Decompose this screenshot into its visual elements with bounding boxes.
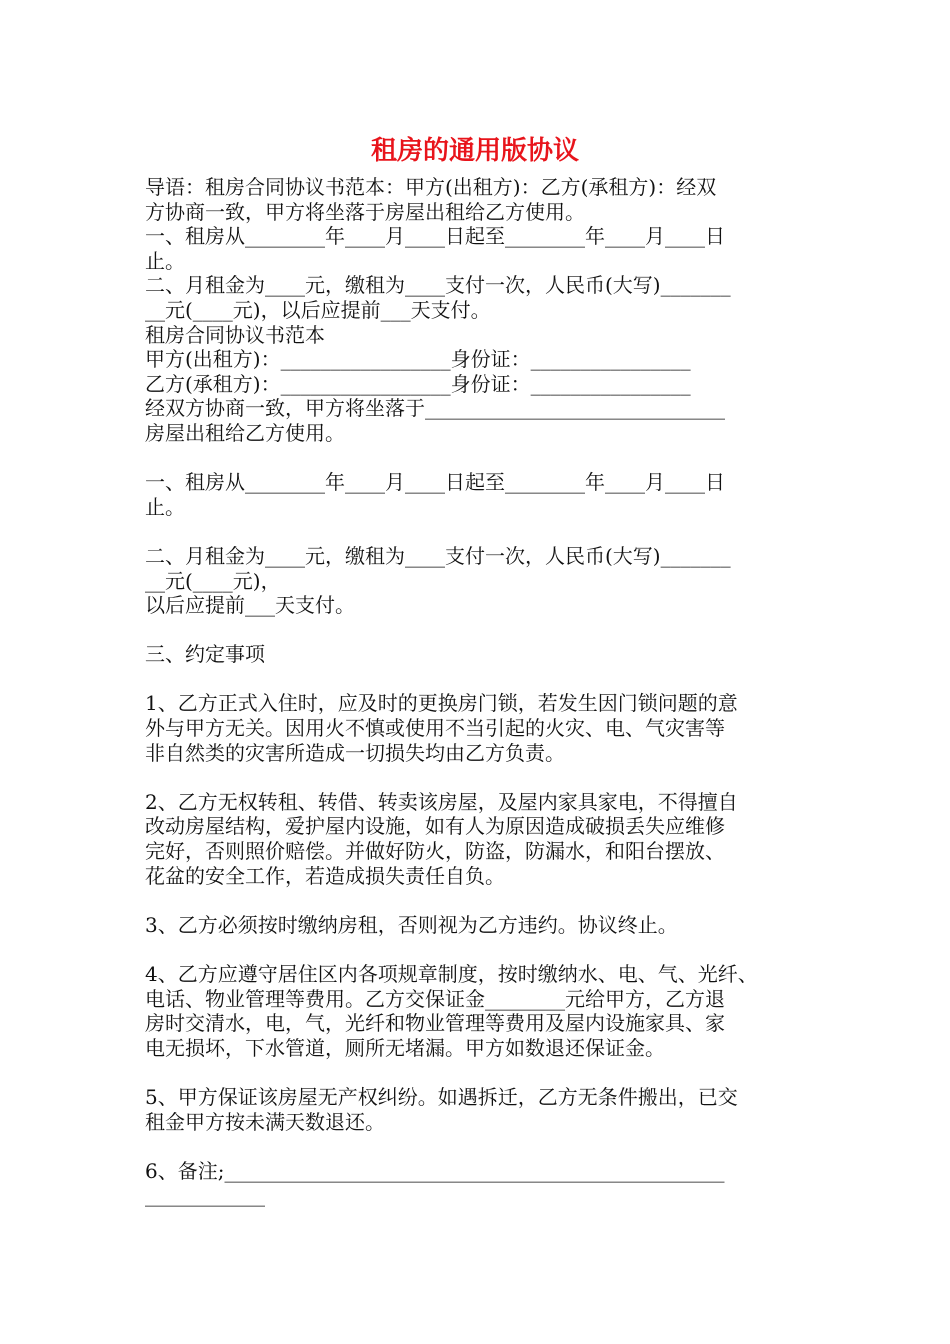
document-body (145, 175, 810, 1208)
text-line: 花盆的安全工作，若造成损失责任自负。 (145, 863, 505, 888)
text-line: 甲方(出租方)：_________________身份证：________________ (145, 347, 691, 372)
text-line: 一、租房从________年____月____日起至________年____月____日 (145, 224, 725, 249)
text-line: 1、乙方正式入住时，应及时的更换房门锁，若发生因门锁问题的意 (145, 691, 738, 716)
text-line: 经双方协商一致，甲方将坐落于______________________________ (145, 396, 725, 421)
text-line: 5、甲方保证该房屋无产权纠纷。如遇拆迁，乙方无条件搬出，已交 (145, 1084, 738, 1109)
text-line: __元(____元)，以后应提前___天支付。 (145, 297, 491, 322)
text-line: 导语：租房合同协议书范本：甲方(出租方)：乙方(承租方)：经双 (145, 175, 717, 199)
text-line: 2、乙方无权转租、转借、转卖该房屋，及屋内家具家电，不得擅自 (145, 789, 738, 814)
text-line: 房时交清水，电，气，光纤和物业管理等费用及屋内设施家具、家 (145, 1011, 725, 1036)
blank-line (145, 888, 810, 913)
text-line: 二、月租金为____元，缴租为____支付一次，人民币(大写)_______ (145, 273, 731, 298)
text-line: 房屋出租给乙方使用。 (145, 420, 345, 445)
text-line: 乙方(承租方)：_________________身份证：________________ (145, 371, 691, 396)
document-title: 租房的通用版协议 (370, 136, 579, 166)
text-line: 二、月租金为____元，缴租为____支付一次，人民币(大写)_______ (145, 543, 731, 568)
text-line: 外与甲方无关。因用火不慎或使用不当引起的火灾、电、气灾害等 (145, 716, 725, 741)
blank-line (145, 446, 810, 471)
blank-line (145, 937, 810, 962)
text-line: __元(____元)， (145, 568, 281, 593)
text-line: 4、乙方应遵守居住区内各项规章制度，按时缴纳水、电、气、光纤、 (145, 962, 758, 986)
text-line: 3、乙方必须按时缴纳房租，否则视为乙方违约。协议终止。 (145, 912, 678, 937)
blank-line (145, 1134, 810, 1159)
text-line: 完好，否则照价赔偿。并做好防火，防盗，防漏水，和阳台摆放、 (145, 839, 725, 864)
text-line: 止。 (145, 494, 185, 519)
blank-line (145, 618, 810, 643)
blank-line (145, 667, 810, 692)
blank-line (145, 1060, 810, 1085)
text-line: 三、约定事项 (145, 642, 265, 667)
blank-line (145, 519, 810, 544)
text-line: 租金甲方按未满天数退还。 (145, 1109, 385, 1134)
text-line: 6、备注;__________________________________________________ (145, 1158, 725, 1183)
text-line: 改动房屋结构，爱护屋内设施，如有人为原因造成破损丢失应维修 (145, 814, 725, 839)
text-line: 一、租房从________年____月____日起至________年____月____日 (145, 470, 725, 495)
text-line: ____________ (145, 1183, 265, 1208)
text-line: 方协商一致，甲方将坐落于房屋出租给乙方使用。 (145, 199, 585, 224)
text-line: 非自然类的灾害所造成一切损失均由乙方负责。 (145, 740, 565, 765)
text-line: 电无损坏，下水管道，厕所无堵漏。甲方如数退还保证金。 (145, 1035, 665, 1060)
text-line: 止。 (145, 248, 185, 273)
text-line: 电话、物业管理等费用。乙方交保证金________元给甲方，乙方退 (145, 986, 725, 1011)
text-line: 租房合同协议书范本 (145, 322, 325, 347)
text-line: 以后应提前___天支付。 (145, 593, 355, 618)
blank-line (145, 765, 810, 790)
